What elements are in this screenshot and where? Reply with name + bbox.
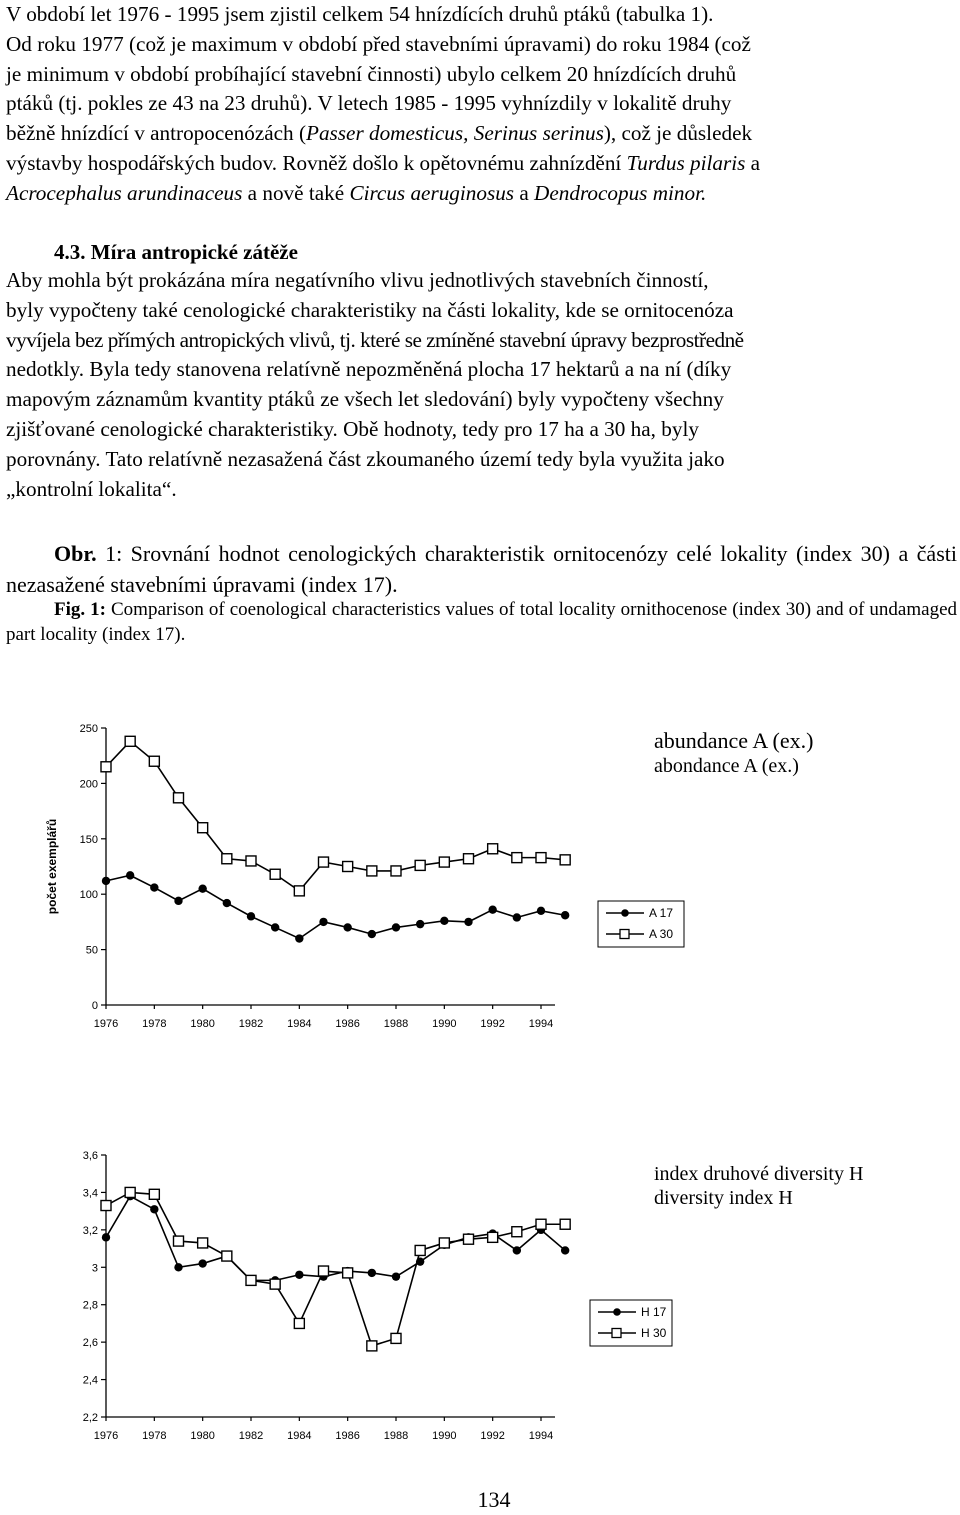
chart-title-alt: abondance A (ex.): [654, 755, 799, 777]
y-tick-label: 3,6: [82, 1150, 98, 1162]
y-tick-label: 3,4: [82, 1187, 98, 1200]
data-point: [247, 912, 255, 920]
data-point: [222, 854, 232, 864]
data-point: [391, 1333, 401, 1343]
data-point: [536, 1219, 546, 1229]
caption-label: Fig. 1:: [54, 599, 106, 620]
series-line: [106, 875, 565, 938]
x-tick-label: 1978: [142, 1430, 167, 1442]
data-point: [246, 856, 256, 866]
data-point: [392, 1272, 400, 1280]
data-point: [392, 923, 400, 931]
data-point: [512, 1227, 522, 1237]
paragraph-line: ptáků (tj. pokles ze 43 na 23 druhů). V letech 1985 - 1995 vyhnízdily v lokalitě druhy: [6, 91, 732, 116]
x-tick-label: 1978: [142, 1018, 167, 1030]
data-point: [149, 1189, 159, 1199]
paragraph-line: nedotkly. Byla tedy stanovena relatívně nepozměněná plocha 17 hektarů a na ní (díky: [6, 357, 732, 382]
species-names: Passer domesticus, Serinus serinus: [306, 121, 604, 146]
y-tick-label: 2,8: [82, 1299, 98, 1312]
data-point: [488, 844, 498, 854]
paragraph-line: [6, 119, 957, 149]
data-point: [488, 906, 496, 914]
figure-caption-en: [6, 597, 957, 647]
caption-text: Comparison of coenological characteristics values of total locality ornithocenose (index 30) and of undamaged part locality (index 17).: [6, 599, 957, 645]
data-point: [368, 1269, 376, 1277]
y-tick-label: 3,2: [82, 1224, 98, 1237]
data-point: [319, 1266, 329, 1276]
legend-label: A 30: [649, 927, 674, 941]
data-point: [343, 862, 353, 872]
x-tick-label: 1982: [238, 1018, 264, 1030]
data-point: [537, 907, 545, 915]
data-point: [125, 736, 135, 746]
paragraph-line: Aby mohla být prokázána míra negatívního vlivu jednotlivých stavebních činností,: [6, 268, 709, 292]
page-number: 134: [477, 1487, 511, 1512]
y-tick-label: 250: [79, 723, 98, 735]
legend-label: H 30: [641, 1326, 667, 1340]
y-tick-label: 2,2: [82, 1412, 98, 1424]
x-tick-label: 1984: [287, 1018, 312, 1030]
paragraph-line: porovnány. Tato relatívně nezasažená část zkoumaného území tedy byla využita jako: [6, 446, 725, 471]
paragraph-line: V období let 1976 - 1995 jsem zjistil celkem 54 hnízdících druhů ptáků (tabulka 1).: [6, 2, 714, 26]
data-point: [101, 1201, 111, 1211]
paragraph-intro: [6, 0, 957, 209]
text-run: ), což je důsledek: [603, 121, 753, 146]
data-point: [464, 918, 472, 926]
data-point: [295, 934, 303, 942]
data-point: [174, 1236, 184, 1246]
paragraph-line: Od roku 1977 (což je maximum v období před stavebními úpravami) do roku 1984 (což: [6, 31, 751, 56]
legend-label: A 17: [649, 906, 674, 920]
y-tick-label: 200: [79, 778, 98, 791]
paragraph-line: zjišťované cenologické charakteristiky. Obě hodnoty, tedy pro 17 ha a 30 ha, byly: [6, 416, 699, 441]
x-tick-label: 1980: [190, 1018, 215, 1030]
data-point: [294, 1318, 304, 1328]
chart-side-label: [654, 728, 813, 778]
data-point: [294, 886, 304, 896]
y-tick-label: 150: [79, 833, 98, 846]
data-point: [512, 853, 522, 863]
data-point: [464, 1234, 474, 1244]
data-point: [246, 1275, 256, 1285]
caption-number: 1:: [96, 541, 123, 566]
section-heading: 4.3. Míra antropické zátěže: [54, 240, 298, 264]
data-point: [319, 918, 327, 926]
x-tick-label: 1988: [383, 1430, 409, 1442]
x-tick-label: 1994: [528, 1018, 554, 1030]
chart-title: index druhové diversity H: [654, 1163, 864, 1185]
data-point: [125, 1187, 135, 1197]
x-tick-label: 1982: [238, 1430, 264, 1442]
data-point: [440, 917, 448, 925]
x-tick-label: 1984: [287, 1430, 312, 1442]
data-point: [198, 1238, 208, 1248]
data-point: [488, 1232, 498, 1242]
species-name: Acrocephalus arundinaceus: [6, 180, 243, 205]
x-tick-label: 1976: [93, 1018, 119, 1030]
legend-marker: [621, 909, 629, 917]
species-name: Turdus pilaris: [626, 150, 746, 175]
data-point: [464, 854, 474, 864]
text-run: a nově také: [242, 180, 350, 205]
data-point: [149, 756, 159, 766]
data-point: [343, 923, 351, 931]
x-tick-label: 1986: [335, 1018, 360, 1030]
x-tick-label: 1992: [480, 1018, 505, 1030]
data-point: [513, 1246, 521, 1254]
data-point: [561, 1246, 569, 1254]
y-tick-label: 0: [91, 1000, 98, 1012]
x-tick-label: 1992: [480, 1430, 505, 1442]
paragraph-line: mapovým záznamům kvantity ptáků ze všech let sledování) byly vypočteny všechny: [6, 387, 724, 412]
data-point: [367, 1341, 377, 1351]
data-point: [270, 1279, 280, 1289]
x-tick-label: 1986: [335, 1430, 360, 1442]
y-tick-label: 100: [79, 889, 98, 902]
y-tick-label: 2,4: [82, 1374, 98, 1387]
data-point: [415, 860, 425, 870]
paragraph-line: [6, 179, 957, 209]
data-point: [391, 866, 401, 876]
data-point: [415, 1245, 425, 1255]
data-point: [102, 877, 110, 885]
chart-title: abundance A (ex.): [654, 728, 814, 753]
data-point: [367, 866, 377, 876]
figure-caption-cz: [6, 538, 957, 600]
y-tick-label: 2,6: [82, 1337, 98, 1350]
y-tick-label: 3: [91, 1262, 98, 1275]
paragraph-line: vyvíjela bez přímých antropických vlivů, tj. které se zmíněné stavební úpravy bezprostředně: [6, 327, 744, 352]
paragraph-line: [6, 149, 957, 179]
abundance-chart: [0, 700, 960, 1060]
x-tick-label: 1988: [383, 1018, 409, 1030]
data-point: [416, 920, 424, 928]
data-point: [198, 1259, 206, 1267]
legend-label: H 17: [641, 1305, 667, 1319]
text-run: a: [514, 180, 535, 205]
data-point: [513, 913, 521, 921]
caption-text: Srovnání hodnot cenologických charakteristik ornitocenózy celé lokality (index 30) a části nezasažené stavebními úpravami (index 17).: [6, 541, 957, 597]
x-tick-label: 1990: [432, 1018, 457, 1030]
chart-side-label: [654, 1162, 863, 1210]
series-line: [106, 741, 565, 891]
paragraph-method: [6, 266, 957, 504]
caption-label: Obr.: [54, 541, 97, 566]
legend-marker: [612, 1329, 621, 1338]
y-tick-label: 50: [85, 944, 98, 957]
paragraph-line: „kontrolní lokalita“.: [6, 476, 177, 501]
text-run: běžně hnízdící v antropocenózách (: [6, 121, 307, 146]
data-point: [270, 869, 280, 879]
data-point: [101, 762, 111, 772]
y-axis-title: počet exemplářů: [45, 818, 59, 915]
x-tick-label: 1976: [93, 1430, 119, 1442]
data-point: [198, 823, 208, 833]
data-point: [174, 1263, 182, 1271]
data-point: [126, 871, 134, 879]
x-tick-label: 1990: [432, 1430, 457, 1442]
paragraph-line: je minimum v období probíhající stavební činnosti) ubylo celkem 20 hnízdících druhů: [6, 61, 737, 86]
data-point: [560, 855, 570, 865]
data-point: [343, 1268, 353, 1278]
data-point: [439, 857, 449, 867]
data-point: [174, 793, 184, 803]
data-point: [150, 1205, 158, 1213]
data-point: [271, 923, 279, 931]
chart-title-alt: diversity index H: [654, 1187, 793, 1209]
legend-marker: [613, 1308, 621, 1316]
data-point: [174, 897, 182, 905]
data-point: [222, 1251, 232, 1261]
text-run: a: [745, 150, 761, 175]
data-point: [536, 853, 546, 863]
data-point: [319, 857, 329, 867]
x-tick-label: 1980: [190, 1430, 215, 1442]
text-run: výstavby hospodářských budov. Rovněž došlo k opětovnému zahnízdění: [6, 150, 627, 175]
data-point: [561, 911, 569, 919]
species-name: Dendrocopus minor.: [534, 180, 707, 205]
data-point: [150, 883, 158, 891]
data-point: [439, 1238, 449, 1248]
paragraph-line: byly vypočteny také cenologické charakteristiky na části lokality, kde se ornitocenóza: [6, 297, 734, 322]
data-point: [198, 884, 206, 892]
data-point: [102, 1233, 110, 1241]
legend-marker: [620, 930, 629, 939]
species-name: Circus aeruginosus: [349, 180, 515, 205]
data-point: [560, 1219, 570, 1229]
data-point: [223, 899, 231, 907]
x-tick-label: 1994: [528, 1430, 554, 1442]
data-point: [295, 1271, 303, 1279]
data-point: [368, 930, 376, 938]
